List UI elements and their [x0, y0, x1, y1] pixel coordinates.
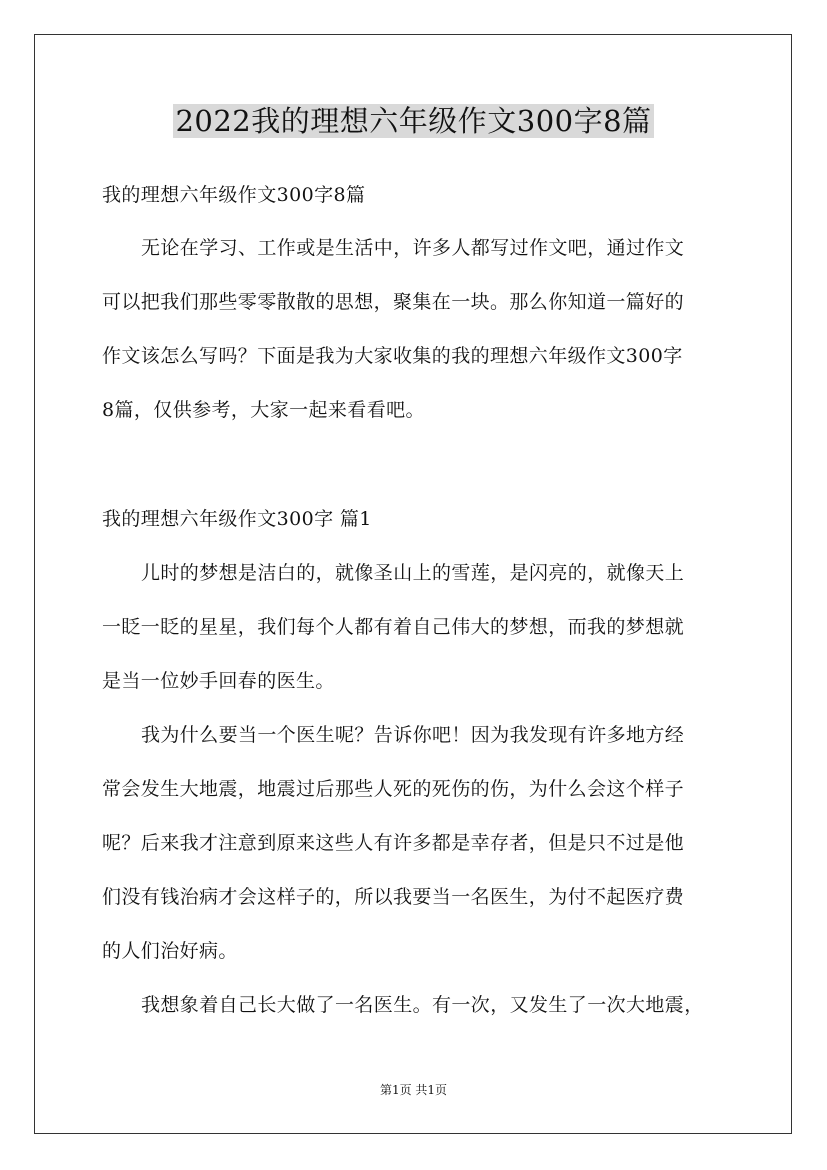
- paragraph-line: 是当一位妙手回春的医生。: [102, 670, 335, 692]
- intro-line: 无论在学习、工作或是生活中，许多人都写过作文吧，通过作文: [141, 237, 685, 259]
- page-footer: 第1页 共1页: [379, 1083, 448, 1097]
- paragraph-line: 呢？后来我才注意到原来这些人有许多都是幸存者，但是只不过是他: [102, 832, 685, 854]
- paragraph-line: 常会发生大地震，地震过后那些人死的死伤的伤，为什么会这个样子: [102, 778, 685, 800]
- intro-line: 8篇，仅供参考，大家一起来看看吧。: [102, 399, 425, 421]
- section-heading: 我的理想六年级作文300字 篇1: [102, 508, 372, 530]
- intro-line: 可以把我们那些零零散散的思想，聚集在一块。那么你知道一篇好的: [102, 291, 685, 313]
- intro-line: 作文该怎么写吗？下面是我为大家收集的我的理想六年级作文300字: [102, 345, 683, 367]
- paragraph-line: 儿时的梦想是洁白的，就像圣山上的雪莲，是闪亮的，就像天上: [141, 562, 685, 584]
- document-title: [0, 100, 827, 142]
- paragraph-line: 我为什么要当一个医生呢？告诉你吧！因为我发现有许多地方经: [141, 724, 685, 746]
- paragraph-line: 我想象着自己长大做了一名医生。有一次，又发生了一次大地震，: [141, 994, 704, 1016]
- paragraph-line: 们没有钱治病才会这样子的，所以我要当一名医生，为付不起医疗费: [102, 886, 685, 908]
- paragraph-line: 一眨一眨的星星，我们每个人都有着自己伟大的梦想，而我的梦想就: [102, 616, 685, 638]
- document-title-text: 2022我的理想六年级作文300字8篇: [175, 104, 652, 138]
- document-subtitle: 我的理想六年级作文300字8篇: [102, 184, 366, 206]
- paragraph-line: 的人们治好病。: [102, 940, 238, 962]
